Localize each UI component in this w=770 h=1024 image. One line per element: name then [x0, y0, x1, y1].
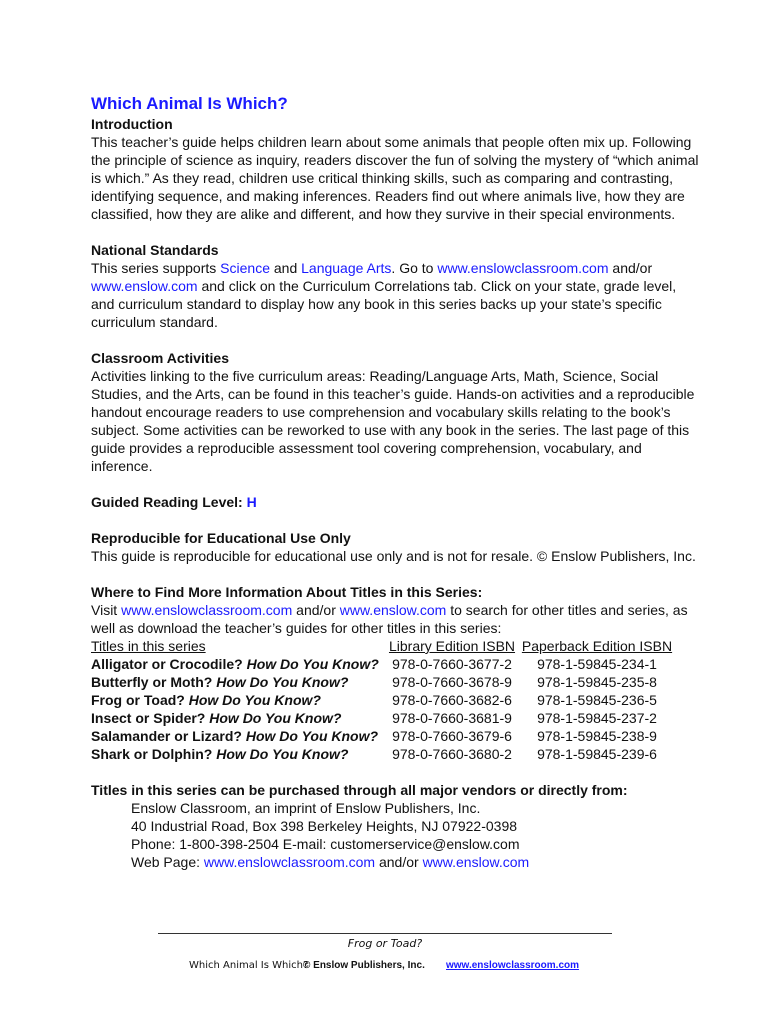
footer-subtitle: Frog or Toad?	[347, 937, 423, 950]
title-sub: How Do You Know?	[216, 674, 349, 690]
where-heading: Where to Find More Information About Titles in this Series:	[91, 584, 483, 600]
intro-heading: Introduction	[91, 116, 173, 132]
reproducible-section	[91, 529, 701, 565]
purchase-section	[91, 781, 701, 871]
table-row	[91, 727, 673, 745]
title-main: Frog or Toad?	[91, 692, 189, 708]
guided-reading-label: Guided Reading Level:	[91, 494, 247, 510]
row-paperback-isbn: 978-1-59845-234-1	[537, 656, 657, 672]
row-library-isbn: 978-0-7660-3682-6	[392, 692, 512, 708]
title-main: Alligator or Crocodile?	[91, 656, 247, 672]
footer-divider	[158, 933, 612, 934]
purchase-line-2: 40 Industrial Road, Box 398 Berkeley Heights, NJ 07922-0398	[131, 818, 518, 834]
title-sub: How Do You Know?	[216, 746, 349, 762]
row-library-isbn: 978-0-7660-3680-2	[392, 746, 512, 762]
table-row	[91, 655, 673, 673]
intro-text: This teacher’s guide helps children learn about some animals that people often mix up. Following the principle of science as inquiry, readers discover the fun of solving the mystery of “which animal is which.” As they read, children use critical thinking skills, such as comparing and contrasting, identifying sequence, and making inferences. Readers find out where animals live, how they are classified, how they are alike and different, and how they survive in their special environments.	[91, 134, 699, 222]
row-title	[91, 709, 383, 727]
enslowclassroom-link[interactable]: www.enslowclassroom.com	[437, 260, 609, 276]
where-text-1: Visit	[91, 602, 122, 618]
where-enslow-link[interactable]: www.enslow.com	[339, 602, 447, 618]
title-main: Insect or Spider?	[91, 710, 210, 726]
document-body	[91, 93, 701, 871]
title-main: Butterfly or Moth?	[91, 674, 217, 690]
where-text-3: to search for other titles and series, as well as download the teacher’s guides for other titles in this series:	[91, 602, 688, 636]
where-text	[91, 601, 701, 637]
row-title	[91, 655, 383, 673]
row-library-isbn: 978-0-7660-3681-9	[392, 710, 512, 726]
purchase-line-1: Enslow Classroom, an imprint of Enslow Publishers, Inc.	[131, 800, 481, 816]
row-title	[91, 745, 383, 763]
row-paperback-isbn: 978-1-59845-238-9	[537, 728, 657, 744]
guided-reading-section	[91, 493, 701, 511]
row-paperback-isbn: 978-1-59845-239-6	[537, 746, 657, 762]
where-enslowclassroom-link[interactable]: www.enslowclassroom.com	[121, 602, 293, 618]
standards-text-2: and	[269, 260, 302, 276]
purchase-web	[91, 853, 701, 871]
standards-text-1: This series supports	[91, 260, 221, 276]
standards-text	[91, 259, 701, 331]
row-title	[91, 673, 383, 691]
title-sub: How Do You Know?	[245, 728, 379, 744]
activities-section	[91, 349, 701, 475]
web-mid: and/or	[375, 854, 423, 870]
row-library-isbn: 978-0-7660-3679-6	[392, 728, 512, 744]
row-paperback-isbn: 978-1-59845-237-2	[537, 710, 657, 726]
footer-left: Which Animal Is Which?	[189, 960, 309, 971]
header-library-isbn: Library Edition ISBN	[388, 638, 516, 654]
purchase-line-3: Phone: 1-800-398-2504 E-mail: customerservice@enslow.com	[131, 836, 520, 852]
standards-text-3: . Go to	[391, 260, 438, 276]
footer-link[interactable]: www.enslowclassroom.com	[446, 960, 580, 971]
language-arts-link[interactable]: Language Arts	[301, 260, 392, 276]
header-paperback-isbn: Paperback Edition ISBN	[521, 638, 673, 654]
footer-center: © Enslow Publishers, Inc.	[303, 960, 425, 971]
purchase-heading: Titles in this series can be purchased through all major vendors or directly from:	[91, 782, 628, 798]
table-row	[91, 745, 673, 763]
title-sub: How Do You Know?	[246, 656, 379, 672]
web-enslowclassroom-link[interactable]: www.enslowclassroom.com	[203, 854, 376, 870]
standards-text-5: and click on the Curriculum Correlations tab. Click on your state, grade level, and curriculum standard to display how any book in this series backs up your state’s specific curriculum standard.	[91, 278, 677, 330]
where-text-2: and/or	[292, 602, 340, 618]
activities-text: Activities linking to the five curriculum areas: Reading/Language Arts, Math, Science, Social Studies, and the Arts, can be found in this teacher’s guide. Hands-on activities and a reproducible handout encourage readers to use comprehension and vocabulary skills relating to the book’s subject. Some activities can be reworked to use with any book in the series. The last page of this guide provides a reproducible assessment tool covering comprehension, vocabulary, and inference.	[91, 368, 695, 474]
enslow-link[interactable]: www.enslow.com	[91, 278, 198, 294]
reproducible-heading: Reproducible for Educational Use Only	[91, 530, 351, 546]
row-library-isbn: 978-0-7660-3678-9	[392, 674, 512, 690]
table-row	[91, 691, 673, 709]
title-sub: How Do You Know?	[209, 710, 342, 726]
table-row	[91, 709, 673, 727]
page-title: Which Animal Is Which?	[91, 94, 288, 113]
standards-heading: National Standards	[91, 242, 219, 258]
row-library-isbn: 978-0-7660-3677-2	[392, 656, 512, 672]
guided-reading	[91, 493, 701, 511]
row-title	[91, 691, 383, 709]
table-row	[91, 673, 673, 691]
title-main: Shark or Dolphin?	[91, 746, 217, 762]
title-sub: How Do You Know?	[188, 692, 321, 708]
row-paperback-isbn: 978-1-59845-235-8	[537, 674, 657, 690]
row-title	[91, 727, 383, 745]
standards-section	[91, 241, 701, 331]
table-header-row	[91, 637, 673, 655]
where-section	[91, 583, 701, 763]
science-link[interactable]: Science	[220, 260, 270, 276]
standards-text-4: and/or	[608, 260, 653, 276]
web-enslow-link[interactable]: www.enslow.com	[422, 854, 530, 870]
web-label: Web Page:	[131, 854, 204, 870]
guided-reading-level: H	[246, 494, 257, 510]
title-main: Salamander or Lizard?	[91, 728, 246, 744]
reproducible-text: This guide is reproducible for educational use only and is not for resale. © Enslow Publishers, Inc.	[91, 548, 696, 564]
activities-heading: Classroom Activities	[91, 350, 229, 366]
titles-table	[91, 637, 673, 763]
row-paperback-isbn: 978-1-59845-236-5	[537, 692, 657, 708]
header-titles: Titles in this series	[91, 638, 206, 654]
